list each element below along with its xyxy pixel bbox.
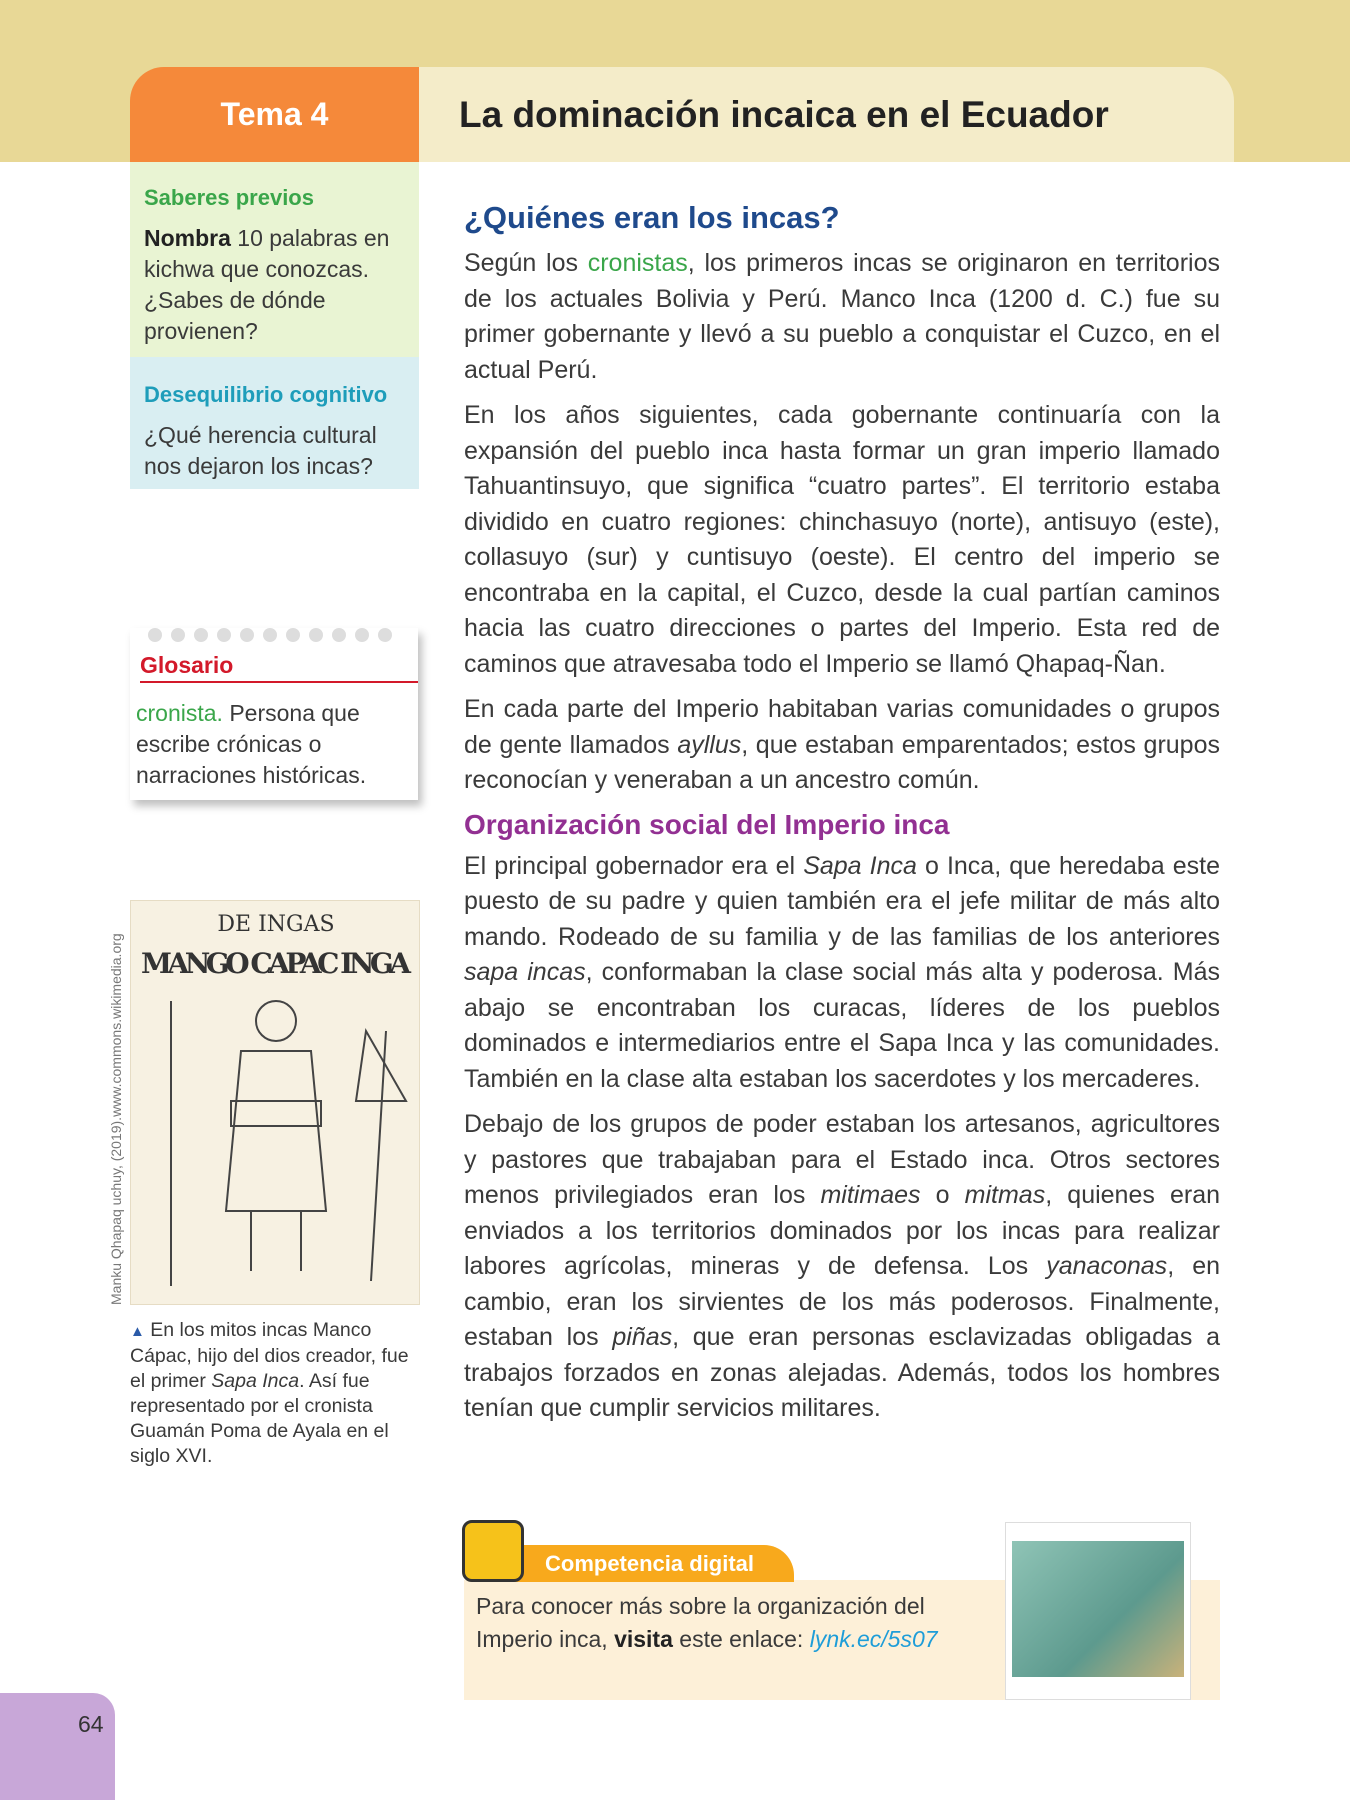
saberes-text: 10 palabras en kichwa que conozcas. ¿Sabes de dónde provienen?	[144, 225, 390, 344]
paragraph: Debajo de los grupos de poder estaban los artesanos, agricultores y pastores que trabajaban para el Estado inca. Otros sectores menos privilegiados eran los mitimaes o mitmas, quienes eran enviados a los territorios dominados por los incas para realizar labores agrícolas, mineras y de defensa. Los yanaconas, en cambio, eran los sirvientes de los más poderosos. Finalmente, estaban los piñas, que eran personas esclavizadas obligadas a trabajos forzados en zonas alejadas. Además, todos los hombres tenían que cumplir servicios militares.	[464, 1110, 1221, 1422]
main-content	[464, 200, 1220, 1437]
caption-text-end: . Así fue representado por el cronista Guamán Poma de Ayala en el siglo XVI.	[130, 1370, 389, 1467]
illustration-heading-top: DE INGAS	[217, 912, 335, 937]
saberes-previos-box	[130, 162, 419, 357]
tema-label: Tema 4	[130, 67, 419, 162]
competencia-text: Para conocer más sobre la organización del Imperio inca,	[476, 1593, 925, 1652]
section-heading-incas: ¿Quiénes eran los incas?	[464, 200, 840, 235]
triangle-icon: ▲	[130, 1323, 145, 1340]
competencia-link[interactable]: lynk.ec/5s07	[809, 1626, 938, 1652]
glosario-term: cronista.	[136, 700, 223, 726]
glosario-box	[130, 628, 418, 800]
page-title: La dominación incaica en el Ecuador	[419, 67, 1234, 162]
paragraph: En cada parte del Imperio habitaban varias comunidades o grupos de gente llamados ayllus, que estaban emparentados; estos grupos reconocían y veneraban a un ancestro común.	[464, 695, 1220, 794]
saberes-title: Saberes previos	[144, 185, 314, 210]
section-heading-organizacion: Organización social del Imperio inca	[464, 808, 950, 840]
competencia-text-b: este enlace:	[672, 1626, 810, 1652]
competencia-bold: visita	[614, 1626, 673, 1652]
glossary-term-link[interactable]: cronistas	[587, 249, 688, 277]
caption-italic: Sapa Inca	[211, 1370, 300, 1392]
image-credit: Manku Qhapaq uchuy, (2019).www.commons.wikimedia.org	[108, 933, 124, 1305]
notebook-rings	[148, 628, 418, 642]
manco-capac-illustration	[130, 900, 420, 1305]
illustration-heading-main: MANGO CAPAC INGA	[141, 947, 411, 980]
saberes-bold: Nombra	[144, 225, 231, 251]
video-thumbnail[interactable]	[1005, 1522, 1191, 1700]
paragraph: El principal gobernador era el Sapa Inca o Inca, que heredaba este puesto de su padre y quien también era el jefe militar de más alto mando. Rodeado de su familia y de las familias de los anteriores sapa incas, conformaban la clase social más alta y poderosa. Más abajo se encontraban los curacas, líderes de los pueblos dominados e intermediarios entre el Sapa Inca y las comunidades. También en la clase alta estaban los sacerdotes y los mercaderes.	[464, 851, 1220, 1093]
desequilibrio-box	[130, 357, 419, 489]
image-caption	[130, 1318, 420, 1469]
glosario-definition: Persona que escribe crónicas o narraciones históricas.	[136, 700, 367, 788]
competencia-title: Competencia digital	[500, 1545, 794, 1582]
desequilibrio-title: Desequilibrio cognitivo	[144, 382, 388, 407]
page-number: 64	[0, 1693, 115, 1800]
glosario-title: Glosario	[140, 652, 418, 683]
desequilibrio-text: ¿Qué herencia cultural nos dejaron los incas?	[144, 422, 377, 479]
robot-mascot-icon	[462, 1520, 524, 1582]
paragraph: En los años siguientes, cada gobernante continuaría con la expansión del pueblo inca hasta formar un gran imperio llamado Tahuantinsuyo, que significa “cuatro partes”. El territorio estaba dividido en cuatro regiones: chinchasuyo (norte), antisuyo (este), collasuyo (sur) y cuntisuyo (oeste). El centro del imperio se encontraba en la capital, el Cuzco, desde la cual partían caminos hacia las cuatro direcciones o partes del Imperio. Esta red de caminos que atravesaba todo el Imperio se llamó Qhapaq-Ñan.	[464, 401, 1220, 678]
caption-text: En los mitos incas Manco Cápac, hijo del dios creador, fue el primer	[130, 1319, 409, 1392]
paragraph: Según los cronistas, los primeros incas se originaron en territorios de los actuales Bolivia y Perú. Manco Inca (1200 d. C.) fue su primer gobernante y llevó a su pueblo a conquistar el Cuzco, en el actual Perú.	[464, 249, 1220, 384]
